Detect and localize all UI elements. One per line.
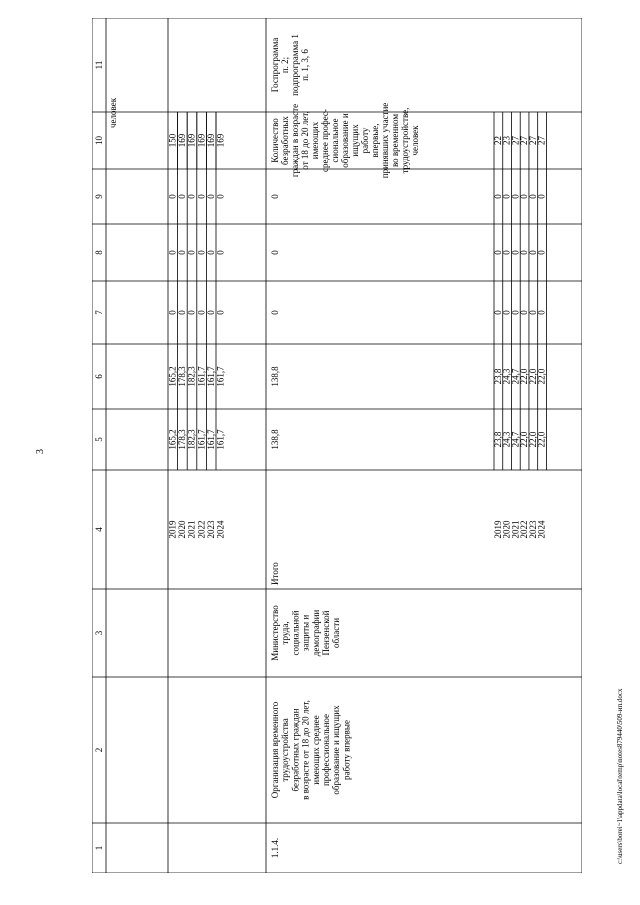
indicator-line: безработных (280, 116, 290, 165)
unit-label: человек (108, 97, 118, 128)
measure-name-line: трудоустройства (280, 718, 291, 782)
cell-col6: 24,3 (501, 368, 512, 385)
cell-col7: 0 (177, 310, 188, 315)
year-2023: 2023 (527, 520, 538, 539)
cell-col5: 161,7 (196, 429, 207, 450)
cell-col7: 0 (519, 310, 530, 315)
cell-col8: 0 (205, 250, 216, 255)
cell-col9: 0 (493, 194, 503, 199)
cell-col5: 178,3 (177, 429, 188, 450)
indicator-line: имеющих (310, 121, 320, 160)
year-2023: 2023 (205, 520, 216, 539)
cell-col9: 0 (205, 194, 216, 199)
cell-col10: 169 (186, 133, 197, 148)
cell-col6: 182,3 (186, 366, 197, 387)
year-2021: 2021 (510, 520, 521, 539)
cell-col7: 0 (510, 310, 521, 315)
cell-col5: 161,7 (215, 429, 226, 450)
measure-name-line: Организация временного (270, 701, 280, 799)
page-number: 3 (35, 449, 46, 454)
cell-col7: 0 (167, 310, 178, 315)
year-2022: 2022 (519, 520, 530, 539)
cell-col8: 0 (493, 250, 503, 255)
executor-line: социальной (290, 610, 301, 656)
year-2022: 2022 (196, 520, 207, 539)
cell-col10: 169 (205, 133, 216, 148)
header-col-9: 9 (94, 194, 104, 199)
cell-col6: 161,7 (215, 366, 226, 387)
cell-col6: 23,8 (493, 368, 503, 385)
executor-line: области (331, 617, 342, 649)
table (92, 18, 582, 873)
header-col-3: 3 (94, 630, 104, 636)
header-col-1: 1 (94, 845, 104, 851)
year-2021: 2021 (186, 520, 197, 539)
cell-col10: 169 (196, 133, 207, 148)
cell-col6: 22,0 (536, 368, 547, 385)
year-2020: 2020 (501, 520, 512, 539)
year-2024: 2024 (215, 520, 226, 539)
cell-col7: 0 (527, 310, 538, 315)
indicator-line: среднее профес- (320, 109, 330, 172)
cell-col8: 0 (177, 250, 188, 255)
cell-col9: 0 (215, 194, 226, 199)
cell-col9: 0 (510, 194, 521, 199)
indicator-line: образование и (340, 113, 350, 168)
cell-col7: 0 (493, 310, 503, 315)
indicator-line: ищущих (350, 124, 360, 157)
cell-col7: 0 (205, 310, 216, 315)
cell-col9: 0 (186, 194, 197, 199)
cell-col5: 22,0 (519, 431, 530, 448)
item-number: 1.1.4. (270, 837, 280, 859)
cell-col5: 165,2 (167, 429, 178, 450)
cell-col5: 24,3 (501, 431, 512, 448)
year-2019: 2019 (493, 520, 503, 539)
total-col7: 0 (270, 310, 280, 315)
cell-col10: 27 (519, 136, 530, 145)
header-col-11: 11 (94, 60, 104, 70)
cell-col5: 22,0 (536, 431, 547, 448)
cell-col9: 0 (501, 194, 512, 199)
state-program-ref: подпрограмма 1 (290, 34, 300, 96)
indicator-line: граждан в возрасте (290, 103, 300, 178)
cell-col5: 182,3 (186, 429, 197, 450)
header-col-8: 8 (94, 250, 104, 255)
cell-col9: 0 (527, 194, 538, 199)
cell-col5: 161,7 (205, 429, 216, 450)
indicator-line: во временном (390, 113, 400, 168)
indicator-line: трудоустройстве, (400, 107, 410, 174)
cell-col10: 27 (527, 136, 538, 145)
file-path-footer: c:\users\borei~1\appdata\local\temp\notes879440\509-ип.docx (616, 688, 624, 864)
indicator-line: впервые, (370, 123, 380, 158)
indicator-line: сиональное (330, 118, 340, 163)
header-col-6: 6 (94, 374, 104, 379)
total-col8: 0 (270, 250, 280, 255)
measure-name-line: работу впервые (341, 720, 352, 780)
cell-col8: 0 (167, 250, 178, 255)
cell-col10: 27 (510, 136, 521, 145)
indicator-line: работу (360, 127, 370, 154)
cell-col9: 0 (167, 194, 178, 199)
cell-col9: 0 (536, 194, 547, 199)
header-col-2: 2 (94, 747, 104, 753)
state-program-ref: п. 2; (280, 56, 290, 74)
indicator-line: человек (410, 125, 420, 156)
state-program-ref: Госпрограмма (270, 37, 280, 93)
measure-name-line: образование и ищущих (331, 705, 342, 795)
cell-col8: 0 (510, 250, 521, 255)
cell-col6: 161,7 (205, 366, 216, 387)
year-2020: 2020 (177, 520, 188, 539)
header-col-10: 10 (94, 136, 104, 145)
header-col-7: 7 (94, 310, 104, 315)
indicator-line: Количество (270, 118, 280, 163)
year-2024: 2024 (536, 520, 547, 539)
cell-col6: 24,7 (510, 368, 521, 385)
total-col5: 138,8 (270, 429, 280, 450)
cell-col10: 169 (215, 133, 226, 148)
cell-col7: 0 (501, 310, 512, 315)
cell-col9: 0 (177, 194, 188, 199)
cell-col10: 23 (501, 136, 512, 145)
measure-name-line: имеющих среднее (310, 715, 321, 785)
cell-col6: 165,2 (167, 366, 178, 387)
cell-col9: 0 (519, 194, 530, 199)
cell-col7: 0 (215, 310, 226, 315)
cell-col8: 0 (519, 250, 530, 255)
cell-col7: 0 (536, 310, 547, 315)
cell-col6: 22,0 (519, 368, 530, 385)
indicator-line: от 18 до 20 лет, (300, 111, 310, 170)
cell-col6: 178,3 (177, 366, 188, 387)
cell-col6: 22,0 (527, 368, 538, 385)
executor-line: защиты и (300, 614, 311, 652)
header-col-5: 5 (94, 437, 104, 442)
cell-col7: 0 (186, 310, 197, 315)
cell-col7: 0 (196, 310, 207, 315)
cell-col10: 169 (177, 133, 188, 148)
cell-col9: 0 (196, 194, 207, 199)
cell-col8: 0 (186, 250, 197, 255)
cell-col5: 23,8 (493, 431, 503, 448)
cell-col6: 161,7 (196, 366, 207, 387)
cell-col5: 22,0 (527, 431, 538, 448)
total-col9: 0 (270, 194, 280, 199)
cell-col5: 24,7 (510, 431, 521, 448)
executor-line: демографии (310, 609, 321, 657)
state-program-ref: п. 1, 3, 6 (300, 49, 310, 81)
cell-col10: 150 (167, 133, 178, 148)
indicator-line: принявших участие (380, 102, 390, 179)
cell-col10: 22 (493, 136, 503, 145)
cell-col8: 0 (196, 250, 207, 255)
measure-name-line: профессиональное (321, 713, 331, 787)
cell-col8: 0 (527, 250, 538, 255)
executor-line: труда, (280, 621, 291, 645)
cell-col8: 0 (215, 250, 226, 255)
cell-col8: 0 (536, 250, 547, 255)
measure-name-line: безработных граждан (290, 708, 301, 792)
header-col-4: 4 (94, 527, 104, 532)
executor-line: Министерство (270, 605, 280, 661)
total-label: Итого (270, 562, 280, 585)
measure-name-line: в возрасте от 18 до 20 лет, (300, 700, 311, 800)
executor-line: Пензенской (321, 610, 331, 656)
cell-col10: 27 (536, 136, 547, 145)
year-2019: 2019 (167, 520, 178, 539)
cell-col8: 0 (501, 250, 512, 255)
total-col6: 138,8 (270, 366, 280, 387)
